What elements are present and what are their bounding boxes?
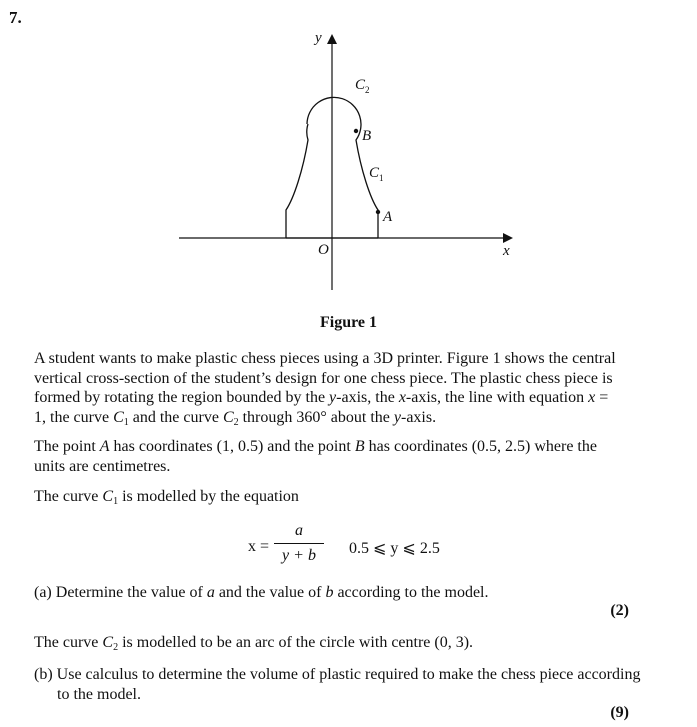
point-b-label: B (362, 128, 372, 144)
intro-paragraph-2-text: The point A has coordinates (1, 0.5) and the point B has coordinates (0.5, 2.5) where the units are centimetres. (34, 438, 597, 475)
origin-label: O (318, 242, 329, 258)
intro-paragraph-1-text: A student wants to make plastic chess pieces using a 3D printer. Figure 1 shows the central vertical cross-section of the student’s design for one chess piece. The plastic chess piece is formed by rotating the region bounded by the y-axis, the x-axis, the line with equation x = 1, the curve $C_1$ and the curve $C_2$ through 360° about the y-axis. (34, 350, 616, 428)
x-axis-arrow-icon (503, 233, 513, 243)
curve-c1-label: $C_1$ (369, 165, 384, 183)
question-number: 7. (9, 8, 22, 27)
figure-caption: Figure 1 (319, 314, 378, 331)
part-a-marks: (2) (610, 602, 629, 619)
part-b-text: (b) Use calculus to determine the volume of plastic required to make the chess piece according to the model. (34, 666, 641, 703)
intro-paragraph-3 (34, 487, 624, 512)
fraction-bar (274, 543, 324, 544)
chess-piece-right-profile (307, 97, 378, 238)
part-b-marks: (9) (610, 704, 629, 721)
intro-paragraph-3-text: The curve $C_1$ is modelled by the equation (34, 488, 299, 507)
arc-statement-text: The curve $C_2$ is modelled to be an arc of the circle with centre (0, 3). (34, 634, 474, 653)
part-a-question (34, 583, 624, 603)
point-a-label: A (383, 209, 393, 225)
figure-1-diagram (0, 0, 697, 310)
curve-c2-label: $C_2$ (355, 77, 370, 95)
equation-lhs: x = (248, 538, 270, 555)
x-axis-label: x (503, 243, 510, 259)
part-b-question (34, 665, 647, 704)
equation-denominator: y + b (282, 547, 316, 564)
point-a-marker (376, 210, 380, 214)
equation-range: 0.5 ⩽ y ⩽ 2.5 (349, 540, 440, 557)
chess-piece-left-profile (286, 124, 308, 238)
point-b-marker (354, 129, 358, 133)
intro-paragraph-1 (34, 349, 624, 432)
y-axis-label: y (315, 30, 322, 46)
part-a-text: (a) Determine the value of a and the value of b according to the model. (34, 584, 489, 601)
y-axis-arrow-icon (327, 34, 337, 44)
intro-paragraph-2 (34, 437, 624, 476)
equation-numerator: a (295, 522, 303, 539)
equation-fraction (274, 522, 324, 565)
arc-statement (34, 633, 624, 658)
